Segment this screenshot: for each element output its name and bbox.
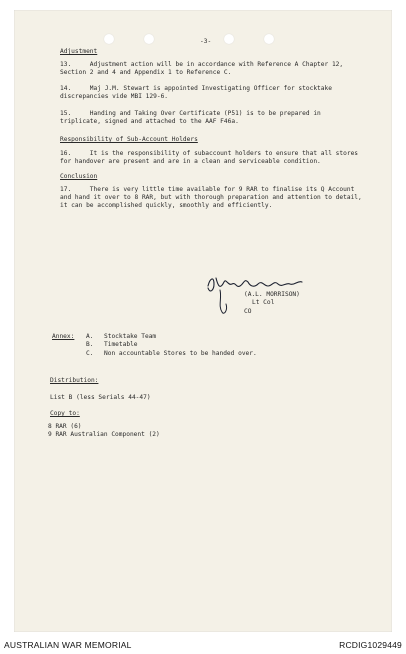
paragraph-14-line-2: discrepancies vide MBI 129-6. xyxy=(60,93,169,100)
paragraph-17-line-3: it can be accomplished quickly, smoothly and efficiently. xyxy=(60,202,273,209)
annex-text-a: Stocktake Team xyxy=(104,333,157,340)
document-page xyxy=(14,10,392,632)
paragraph-16-line-2: for handover are present and are in a clean and serviceable condition. xyxy=(60,158,321,165)
annex-text-c: Non accountable Stores to be handed over. xyxy=(104,350,257,357)
paragraph-15-line-1: 15. Handing and Taking Over Certificate (P51) is to be prepared in xyxy=(60,110,321,117)
copy-item-1: 8 RAR (6) xyxy=(48,423,82,430)
punch-hole xyxy=(224,34,234,44)
heading-conclusion: Conclusion xyxy=(60,173,98,180)
punch-hole xyxy=(264,34,274,44)
heading-adjustment: Adjustment xyxy=(60,48,98,55)
copy-item-2: 9 RAR Australian Component (2) xyxy=(48,431,160,438)
signatory-appointment: CO xyxy=(244,308,252,315)
heading-responsibility: Responsibility of Sub-Account Holders xyxy=(60,136,198,143)
paragraph-17-line-2: and hand it over to 8 RAR, but with thorough preparation and attention to detail, xyxy=(60,194,362,201)
paragraph-15-line-2: triplicate, signed and attached to the AAF F46a. xyxy=(60,118,239,125)
paragraph-14-line-1: 14. Maj J.M. Stewart is appointed Investigating Officer for stocktake xyxy=(60,85,332,92)
annex-text-b: Timetable xyxy=(104,341,138,348)
footer-archive-name: AUSTRALIAN WAR MEMORIAL xyxy=(4,640,132,650)
paragraph-17-line-1: 17. There is very little time available for 9 RAR to finalise its Q Account xyxy=(60,186,355,193)
distribution-heading: Distribution: xyxy=(50,377,99,384)
paragraph-16-line-1: 16. It is the responsibility of subaccount holders to ensure that all stores xyxy=(60,150,359,157)
punch-hole xyxy=(144,34,154,44)
annex-letter-c: C. xyxy=(86,350,94,357)
paragraph-13-line-2: Section 2 and 4 and Appendix 1 to Reference C. xyxy=(60,69,232,76)
annex-letter-a: A. xyxy=(86,333,94,340)
distribution-list: List B (less Serials 44-47) xyxy=(50,394,151,401)
signatory-rank: Lt Col xyxy=(252,299,275,306)
signatory-name: (A.L. MORRISON) xyxy=(244,291,300,298)
footer-record-id: RCDIG1029449 xyxy=(339,640,402,650)
annex-label: Annex: xyxy=(52,333,75,340)
annex-letter-b: B. xyxy=(86,341,94,348)
paragraph-13-line-1: 13. Adjustment action will be in accordance with Reference A Chapter 12, xyxy=(60,61,344,68)
punch-hole xyxy=(104,34,114,44)
copy-to-heading: Copy to: xyxy=(50,410,80,417)
page-number: -3- xyxy=(200,38,212,45)
